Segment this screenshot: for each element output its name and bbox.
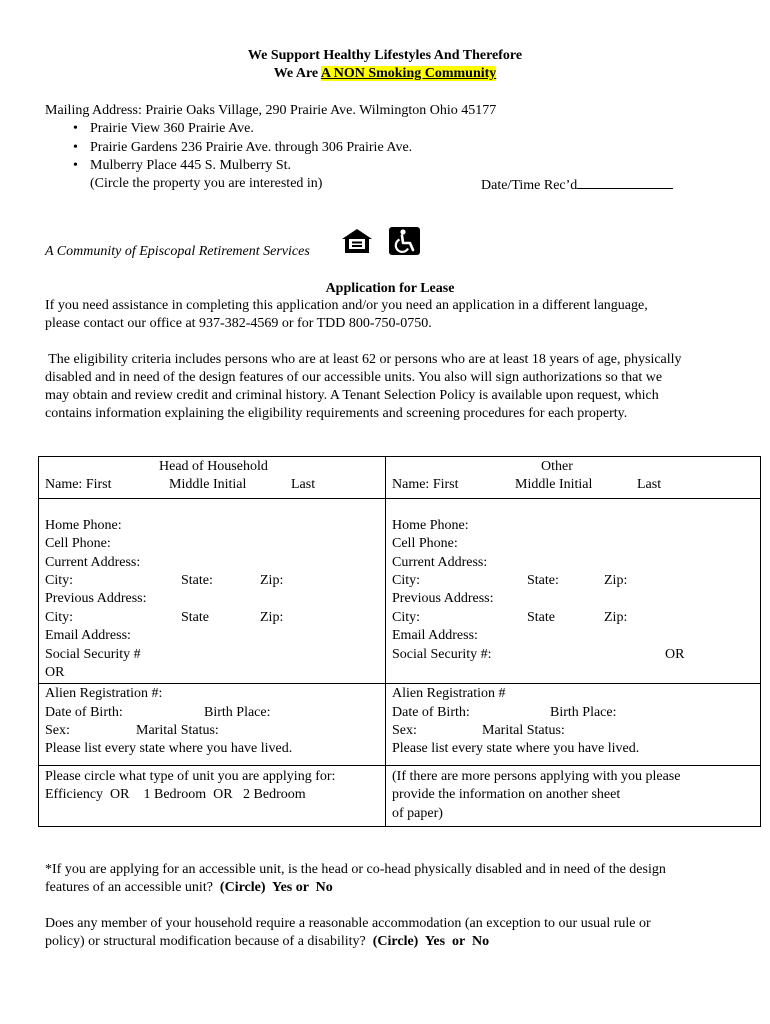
community-text: A Community of Episcopal Retirement Services xyxy=(45,244,310,259)
other-current-address-label: Current Address: xyxy=(392,554,488,570)
hoh-name-first-label: Name: First xyxy=(45,477,112,493)
other-name-cell[interactable] xyxy=(386,457,761,499)
hoh-prev-zip-label: Zip: xyxy=(260,609,284,625)
hoh-last-label: Last xyxy=(291,477,316,493)
eligibility-line-4: contains information explaining the eligibility requirements and screening procedures for each property. xyxy=(45,406,628,421)
date-received-field[interactable] xyxy=(577,176,673,189)
additional-persons-note-3: of paper) xyxy=(392,805,443,821)
hoh-middle-initial-label: Middle Initial xyxy=(169,477,247,493)
eligibility-line-3: may obtain and review credit and criminal history. A Tenant Selection Policy is available upon request, which xyxy=(45,388,659,403)
other-state-label: State: xyxy=(527,572,559,588)
hoh-email-label: Email Address: xyxy=(45,628,131,644)
property-mulberry-place: • Mulberry Place 445 S. Mulberry St. xyxy=(90,158,291,174)
other-email-label: Email Address: xyxy=(392,628,478,644)
other-ssn-label: Social Security #: xyxy=(392,646,492,662)
unit-type-options: Efficiency OR 1 Bedroom OR 2 Bedroom xyxy=(45,787,306,803)
hoh-or-label: OR xyxy=(45,664,65,680)
other-heading: Other xyxy=(541,459,573,474)
circle-property-note: (Circle the property you are interested in) xyxy=(90,176,323,191)
other-contact-cell[interactable] xyxy=(386,498,761,684)
header-line-2-prefix: We Are xyxy=(273,66,321,81)
application-table xyxy=(38,456,761,827)
eligibility-line-2: disabled and in need of the design features of our accessible units. You also will sign authorizations so that we xyxy=(45,370,663,385)
equal-housing-icon xyxy=(341,228,373,254)
assistance-line-2: please contact our office at 937-382-4569 or for TDD 800-750-0750. xyxy=(45,316,432,331)
accommodation-question-line-2 xyxy=(45,934,489,950)
hoh-personal-cell[interactable] xyxy=(39,684,386,766)
property-prairie-view: • Prairie View 360 Prairie Ave. xyxy=(90,121,254,137)
hoh-states-lived-label: Please list every state where you have lived. xyxy=(45,741,293,757)
additional-persons-note-2: provide the information on another sheet xyxy=(392,787,621,803)
non-smoking-highlight: A NON Smoking Community xyxy=(320,66,497,81)
assistance-line-1: If you need assistance in completing this application and/or you need an application in a different language, xyxy=(45,298,648,313)
accommodation-answer[interactable]: (Circle) Yes or No xyxy=(372,934,490,949)
hoh-zip-label: Zip: xyxy=(260,572,284,588)
other-previous-address-label: Previous Address: xyxy=(392,591,494,607)
hoh-ssn-label: Social Security # xyxy=(45,646,141,662)
eligibility-line-1: The eligibility criteria includes persons who are at least 62 or persons who are at least 18 years of age, physically xyxy=(45,352,682,367)
other-marital-status-label: Marital Status: xyxy=(482,723,565,739)
wheelchair-icon xyxy=(389,227,420,255)
head-of-household-name-cell[interactable] xyxy=(39,457,386,499)
hoh-contact-cell[interactable] xyxy=(39,498,386,684)
unit-type-cell[interactable] xyxy=(39,765,386,826)
hoh-city-label: City: xyxy=(45,572,74,588)
other-prev-zip-label: Zip: xyxy=(604,609,628,625)
hoh-previous-address-label: Previous Address: xyxy=(45,591,147,607)
additional-persons-note-1: (If there are more persons applying with you please xyxy=(392,768,681,784)
accessible-unit-question-line-1: *If you are applying for an accessible unit, is the head or co-head physically disabled and in need of the design xyxy=(45,862,666,877)
accommodation-question-line-1: Does any member of your household require a reasonable accommodation (an exception to our usual rule or xyxy=(45,916,651,931)
hoh-prev-city-label: City: xyxy=(45,609,74,625)
other-or-label: OR xyxy=(665,646,685,662)
other-city-label: City: xyxy=(392,572,421,588)
hoh-prev-state-label: State xyxy=(181,609,209,625)
hoh-alien-registration-label: Alien Registration #: xyxy=(45,686,163,702)
head-of-household-heading: Head of Household xyxy=(159,459,268,474)
hoh-state-label: State: xyxy=(181,572,213,588)
other-home-phone-label: Home Phone: xyxy=(392,517,469,533)
hoh-sex-label: Sex: xyxy=(45,723,70,739)
application-title: Application for Lease xyxy=(325,281,455,296)
accessible-unit-answer[interactable]: (Circle) Yes or No xyxy=(219,880,333,895)
other-prev-state-label: State xyxy=(527,609,555,625)
hoh-cell-phone-label: Cell Phone: xyxy=(45,536,111,552)
other-dob-label: Date of Birth: xyxy=(392,704,470,720)
other-sex-label: Sex: xyxy=(392,723,417,739)
accessible-unit-question-line-2 xyxy=(45,880,333,896)
hoh-marital-status-label: Marital Status: xyxy=(136,723,219,739)
hoh-birth-place-label: Birth Place: xyxy=(204,704,271,720)
accommodation-question-text: policy) or structural modification because of a disability? xyxy=(45,934,373,949)
header-line-1: We Support Healthy Lifestyles And Therefore xyxy=(247,48,523,63)
other-alien-registration-label: Alien Registration # xyxy=(392,686,506,702)
hoh-home-phone-label: Home Phone: xyxy=(45,517,122,533)
date-received xyxy=(481,176,673,194)
other-personal-cell[interactable] xyxy=(386,684,761,766)
header-line-2 xyxy=(0,66,770,82)
other-cell-phone-label: Cell Phone: xyxy=(392,536,458,552)
other-prev-city-label: City: xyxy=(392,609,421,625)
other-name-first-label: Name: First xyxy=(392,477,459,493)
mailing-address: Mailing Address: Prairie Oaks Village, 290 Prairie Ave. Wilmington Ohio 45177 xyxy=(45,103,497,118)
date-received-label: Date/Time Rec’d xyxy=(481,178,578,193)
accessible-unit-question-text: features of an accessible unit? xyxy=(45,880,220,895)
other-last-label: Last xyxy=(637,477,662,493)
additional-persons-cell xyxy=(386,765,761,826)
other-middle-initial-label: Middle Initial xyxy=(515,477,593,493)
hoh-dob-label: Date of Birth: xyxy=(45,704,123,720)
other-states-lived-label: Please list every state where you have lived. xyxy=(392,741,640,757)
other-birth-place-label: Birth Place: xyxy=(550,704,617,720)
other-zip-label: Zip: xyxy=(604,572,628,588)
hoh-current-address-label: Current Address: xyxy=(45,554,141,570)
property-prairie-gardens: • Prairie Gardens 236 Prairie Ave. through 306 Prairie Ave. xyxy=(90,140,412,156)
unit-type-question: Please circle what type of unit you are applying for: xyxy=(45,768,336,784)
